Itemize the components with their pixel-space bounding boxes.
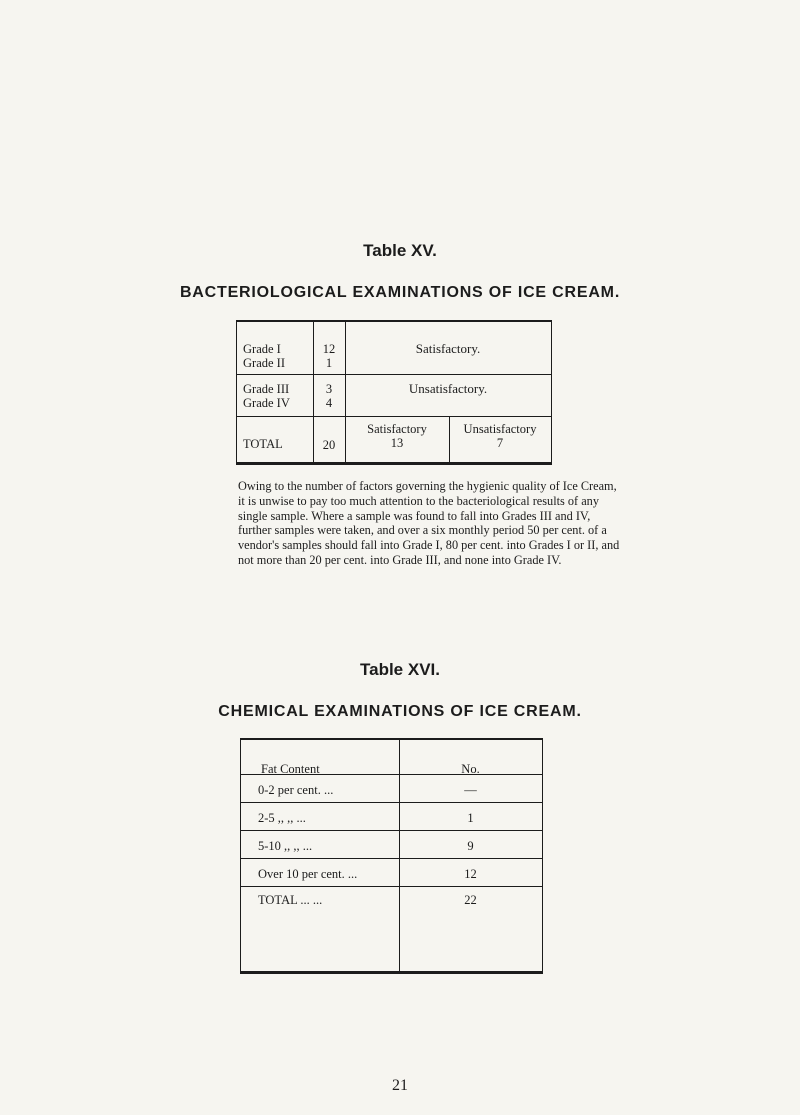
total-count: 20 [322,438,336,452]
header-number: No. [461,762,480,776]
fat-range-label: 5-10 ,, ,, ... [258,839,313,853]
result-satisfactory: Satisfactory. [415,341,481,356]
paragraph-line: further samples were taken, and over a six monthly period 50 per cent. of a [238,523,607,538]
page-number: 21 [392,1077,408,1094]
fat-range-count: — [464,783,477,797]
table-row [241,886,542,887]
grade-count: 1 [325,356,333,370]
table-15-title: BACTERIOLOGICAL EXAMINATIONS OF ICE CREAM. [179,284,621,301]
table-row [241,774,542,775]
table-row [241,802,542,803]
grade-count: 12 [322,342,336,356]
paragraph-line: vendor's samples should fall into Grade I, 80 per cent. into Grades I or II, and [238,538,620,553]
unsatisfactory-count: 7 [496,436,504,450]
fat-range-label: Over 10 per cent. ... [258,867,358,881]
fat-range-count: 12 [464,867,477,881]
fat-range-label: 0-2 per cent. ... [258,783,334,797]
fat-range-count: 1 [467,811,474,825]
table-row [241,830,542,831]
explanatory-paragraph [238,479,620,568]
table-16-label: Table XVI. [360,660,440,679]
grade-count: 3 [325,382,333,396]
grade-label: Grade IV [243,396,290,410]
row-divider [237,374,551,375]
paragraph-line: not more than 20 per cent. into Grade III, and none into Grade IV. [238,552,562,567]
chemical-table [240,738,543,974]
table-16-title: CHEMICAL EXAMINATIONS OF ICE CREAM. [218,703,582,720]
satisfactory-label: Satisfactory [367,422,427,436]
grade-label: Grade I [243,342,281,356]
fat-range-label: 2-5 ,, ,, ... [258,811,306,825]
bacteriological-table [236,320,552,465]
total-label: TOTAL ... ... [258,893,323,907]
grade-label: Grade III [243,382,290,396]
paragraph-line: Owing to the number of factors governing the hygienic quality of Ice Cream, [238,479,617,493]
total-label: TOTAL [243,437,283,451]
paragraph-line: it is unwise to pay too much attention to the bacteriological results of any [238,493,599,508]
satisfactory-count: 13 [390,436,404,450]
unsatisfactory-label: Unsatisfactory [463,422,537,436]
paragraph-line: single sample. Where a sample was found to fall into Grades III and IV, [238,508,591,523]
table-row [241,858,542,859]
row-divider [237,416,551,417]
fat-range-count: 9 [467,839,474,853]
result-unsatisfactory: Unsatisfactory. [408,381,488,396]
table-15-label: Table XV. [363,241,437,260]
grade-count: 4 [325,396,333,410]
grade-label: Grade II [243,356,285,370]
header-fat-content: Fat Content [261,762,320,776]
total-count: 22 [464,893,477,907]
